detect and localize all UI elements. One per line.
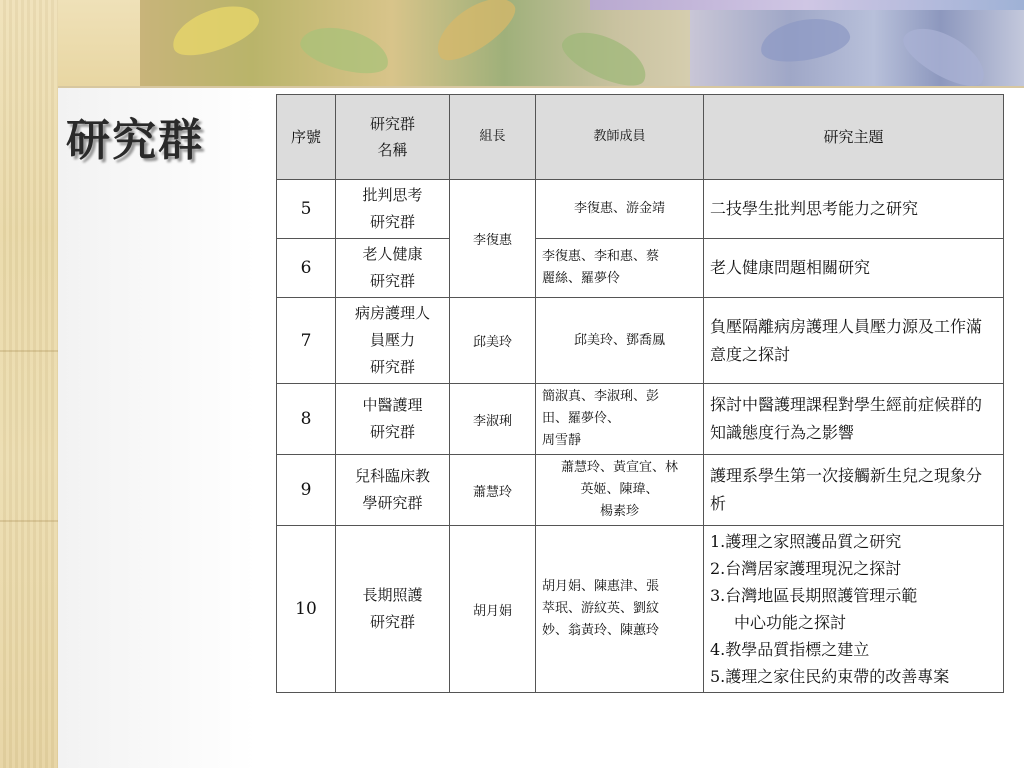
slide-title: 研究群 [66, 115, 204, 166]
members-line: 李復惠、李和惠、蔡 [542, 249, 660, 264]
group-members [536, 384, 704, 455]
group-name-line: 兒科臨床教 [354, 467, 430, 485]
members-line: 胡月娟、陳惠津、張 [542, 579, 660, 594]
research-groups-table [276, 94, 1004, 693]
row-num: 9 [277, 455, 336, 526]
banner-top-stripe [590, 0, 1024, 10]
header-leader: 組長 [450, 95, 536, 180]
topic-item [710, 663, 997, 690]
topic-item [710, 555, 997, 582]
group-name-line: 批判思考 [362, 186, 423, 204]
topic-item-text: 護理之家照護品質之研究 [725, 532, 902, 551]
members-line: 楊素珍 [599, 504, 639, 519]
members-line: 妙、翁黃玲、陳蕙玲 [542, 623, 660, 638]
header-group-name-line1: 研究群 [369, 115, 415, 133]
topic-item [710, 636, 997, 663]
header-topic: 研究主題 [704, 95, 1004, 180]
table-header-row [277, 95, 1004, 180]
topic-item-number: 5. [710, 667, 726, 686]
group-members [536, 298, 704, 384]
research-topic: 護理系學生第一次接觸新生兒之現象分析 [704, 455, 1004, 526]
group-name [336, 526, 450, 693]
row-num: 8 [277, 384, 336, 455]
group-name [336, 298, 450, 384]
group-name-line: 研究群 [369, 613, 415, 631]
header-num: 序號 [277, 95, 336, 180]
research-topic: 探討中醫護理課程對學生經前症候群的知識態度行為之影響 [704, 384, 1004, 455]
group-name-line: 研究群 [369, 423, 415, 441]
row-num: 10 [277, 526, 336, 693]
table-row [277, 526, 1004, 693]
group-name-line: 長期照護 [362, 586, 423, 604]
group-name-line: 老人健康 [362, 245, 423, 263]
group-name [336, 239, 450, 298]
topic-list [710, 528, 997, 690]
group-name [336, 384, 450, 455]
row-num: 7 [277, 298, 336, 384]
group-leader: 胡月娟 [450, 526, 536, 693]
left-gradient-panel [58, 88, 278, 768]
research-topic-list [704, 526, 1004, 693]
research-topic: 老人健康問題相關研究 [704, 239, 1004, 298]
members-line: 田、羅夢伶、 [542, 411, 621, 426]
group-members [536, 180, 704, 239]
strip-seam [0, 520, 58, 522]
members-line: 邱美玲、鄧喬鳳 [573, 332, 665, 348]
table-row [277, 298, 1004, 384]
group-name [336, 455, 450, 526]
left-parchment-strip [0, 0, 58, 768]
members-line: 蕭慧玲、黃宣宜、林 [560, 460, 678, 475]
members-line: 李復惠、游金靖 [573, 201, 665, 216]
group-name-line: 員壓力 [369, 331, 415, 349]
topic-item-text: 台灣地區長期照護管理示範 [725, 586, 918, 605]
table-row [277, 384, 1004, 455]
members-line: 英姬、陳瑋、 [580, 482, 659, 497]
group-name-line: 病房護理人 [354, 304, 430, 322]
row-num: 5 [277, 180, 336, 239]
table-row [277, 455, 1004, 526]
group-members [536, 239, 704, 298]
group-leader: 李淑琍 [450, 384, 536, 455]
group-name-line: 中醫護理 [362, 396, 423, 414]
topic-item [710, 528, 997, 555]
header-members: 教師成員 [536, 95, 704, 180]
group-name-line: 研究群 [369, 272, 415, 290]
members-line: 簡淑真、李淑琍、彭 [542, 389, 660, 404]
topic-item-number: 2. [710, 559, 726, 578]
decorative-banner [0, 0, 1024, 88]
research-topic: 二技學生批判思考能力之研究 [704, 180, 1004, 239]
topic-item-text: 教學品質指標之建立 [725, 640, 870, 659]
header-group-name [336, 95, 450, 180]
topic-item-text: 台灣居家護理現況之探討 [725, 559, 902, 578]
table-row [277, 239, 1004, 298]
group-members [536, 526, 704, 693]
group-leader: 蕭慧玲 [450, 455, 536, 526]
group-name-line: 研究群 [369, 358, 415, 376]
topic-item-text-continued: 中心功能之探討 [734, 613, 847, 632]
members-line: 麗絲、羅夢伶 [542, 271, 621, 286]
topic-item-number: 1. [710, 532, 726, 551]
header-group-name-line2: 名稱 [377, 141, 408, 159]
members-line: 萃珉、游紋英、劉紋 [542, 601, 660, 616]
group-name-line: 研究群 [369, 213, 415, 231]
topic-item-number: 3. [710, 586, 726, 605]
table-row [277, 180, 1004, 239]
members-line: 周雪靜 [542, 433, 582, 448]
topic-item-number: 4. [710, 640, 726, 659]
strip-seam [0, 350, 58, 352]
group-leader: 李復惠 [450, 180, 536, 298]
topic-item [710, 582, 997, 636]
group-name-line: 學研究群 [362, 494, 423, 512]
group-name [336, 180, 450, 239]
row-num: 6 [277, 239, 336, 298]
research-topic: 負壓隔離病房護理人員壓力源及工作滿意度之探討 [704, 298, 1004, 384]
group-leader: 邱美玲 [450, 298, 536, 384]
group-members [536, 455, 704, 526]
topic-item-text: 護理之家住民約束帶的改善專案 [725, 667, 950, 686]
